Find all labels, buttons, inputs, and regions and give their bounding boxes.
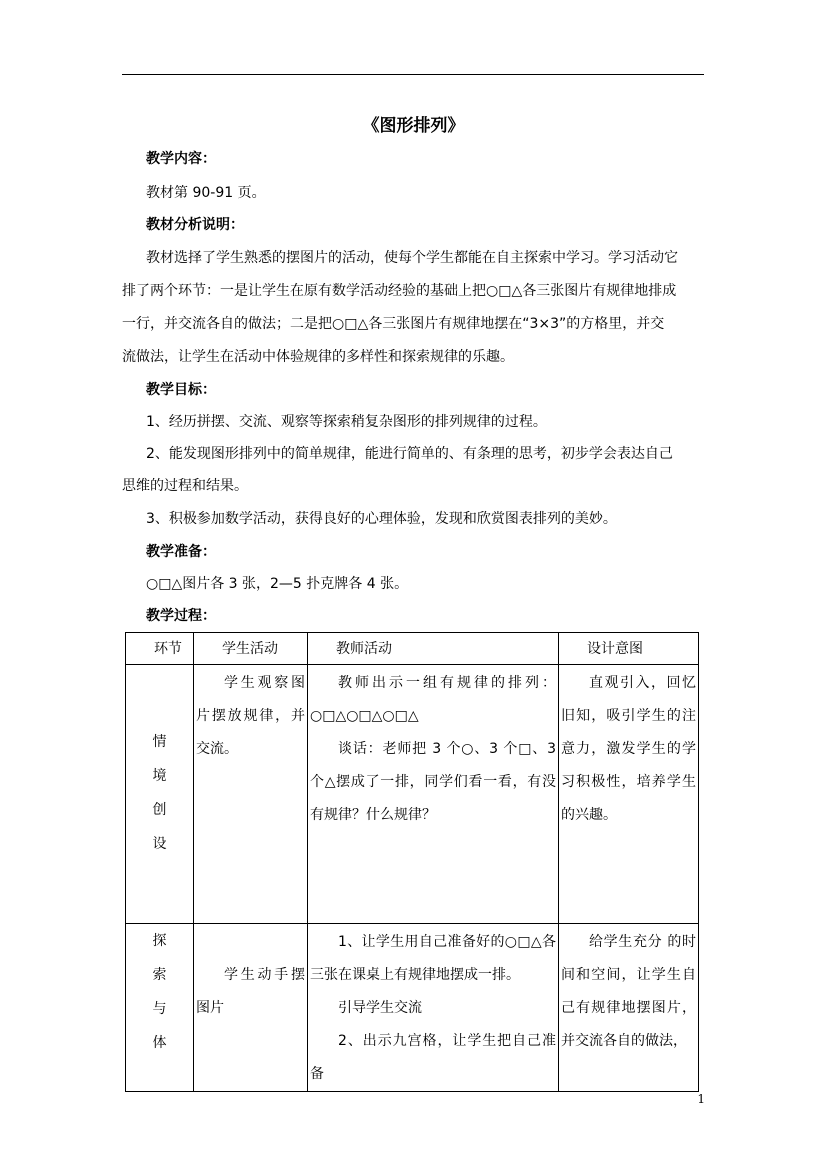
analysis-line: 教材选择了学生熟悉的摆图片的活动，使每个学生都能在自主探索中学习。学习活动它 [146,250,678,266]
process-table [125,632,699,1092]
table-row [126,924,699,1092]
stage-cell: 探 索 与 体 [126,924,194,1092]
table-header-cell: 学生活动 [194,633,308,665]
table-header-cell: 设计意图 [559,633,699,665]
analysis-heading: 教材分析说明： [146,217,244,233]
analysis-line: 流做法，让学生在活动中体验规律的多样性和探索规律的乐趣。 [122,349,514,365]
goal-item: 2、能发现图形排列中的简单规律，能进行简单的、有条理的思考，初步学会表达自己 [146,446,673,462]
prep-text: ○□△图片各 3 张，2—5 扑克牌各 4 张。 [146,576,409,592]
prep-heading: 教学准备： [146,544,216,560]
student-activity-cell: 学生动手摆图片 [194,924,308,1092]
page-title: 《图形排列》 [362,116,465,136]
goal-item: 3、积极参加数学活动，获得良好的心理体验，发现和欣赏图表排列的美妙。 [146,511,617,527]
table-row [126,665,699,924]
design-intent-cell: 给学生充分 的时间和空间，让学生自己有规律地摆图片，并交流各自的做法， [559,924,699,1092]
design-intent-cell: 直观引入，回忆旧知，吸引学生的注意力，激发学生的学习积极性，培养学生的兴趣。 [559,665,699,924]
content-heading: 教学内容： [146,151,216,167]
table-header-cell: 教师活动 [308,633,559,665]
goals-heading: 教学目标： [146,382,216,398]
teacher-activity-cell: 教师出示一组有规律的排列：○□△○□△○□△ 谈话：老师把 3 个○、3 个□、3 个△摆成了一排，同学们看一看，有没有规律？什么规律？ [308,665,559,924]
analysis-line: 排了两个环节：一是让学生在原有数学活动经验的基础上把○□△各三张图片有规律地排成 [122,283,677,299]
stage-cell: 情 境 创 设 [126,665,194,924]
student-activity-cell: 学生观察图片摆放规律，并交流。 [194,665,308,924]
content-text: 教材第 90-91 页。 [146,185,266,201]
table-header-row [126,633,699,665]
goal-item-continued: 思维的过程和结果。 [122,478,248,494]
table-header-cell: 环节 [126,633,194,665]
page-number: 1 [697,1092,705,1106]
header-rule [122,74,704,75]
process-heading: 教学过程： [146,608,216,624]
goal-item: 1、经历拼摆、交流、观察等探索稍复杂图形的排列规律的过程。 [146,414,547,430]
analysis-line: 一行，并交流各自的做法；二是把○□△各三张图片有规律地摆在“3×3”的方格里，并交 [122,316,665,332]
teacher-activity-cell: 1、让学生用自己准备好的○□△各三张在课桌上有规律地摆成一排。 引导学生交流 2、出示九宫格，让学生把自己准备 [308,924,559,1092]
